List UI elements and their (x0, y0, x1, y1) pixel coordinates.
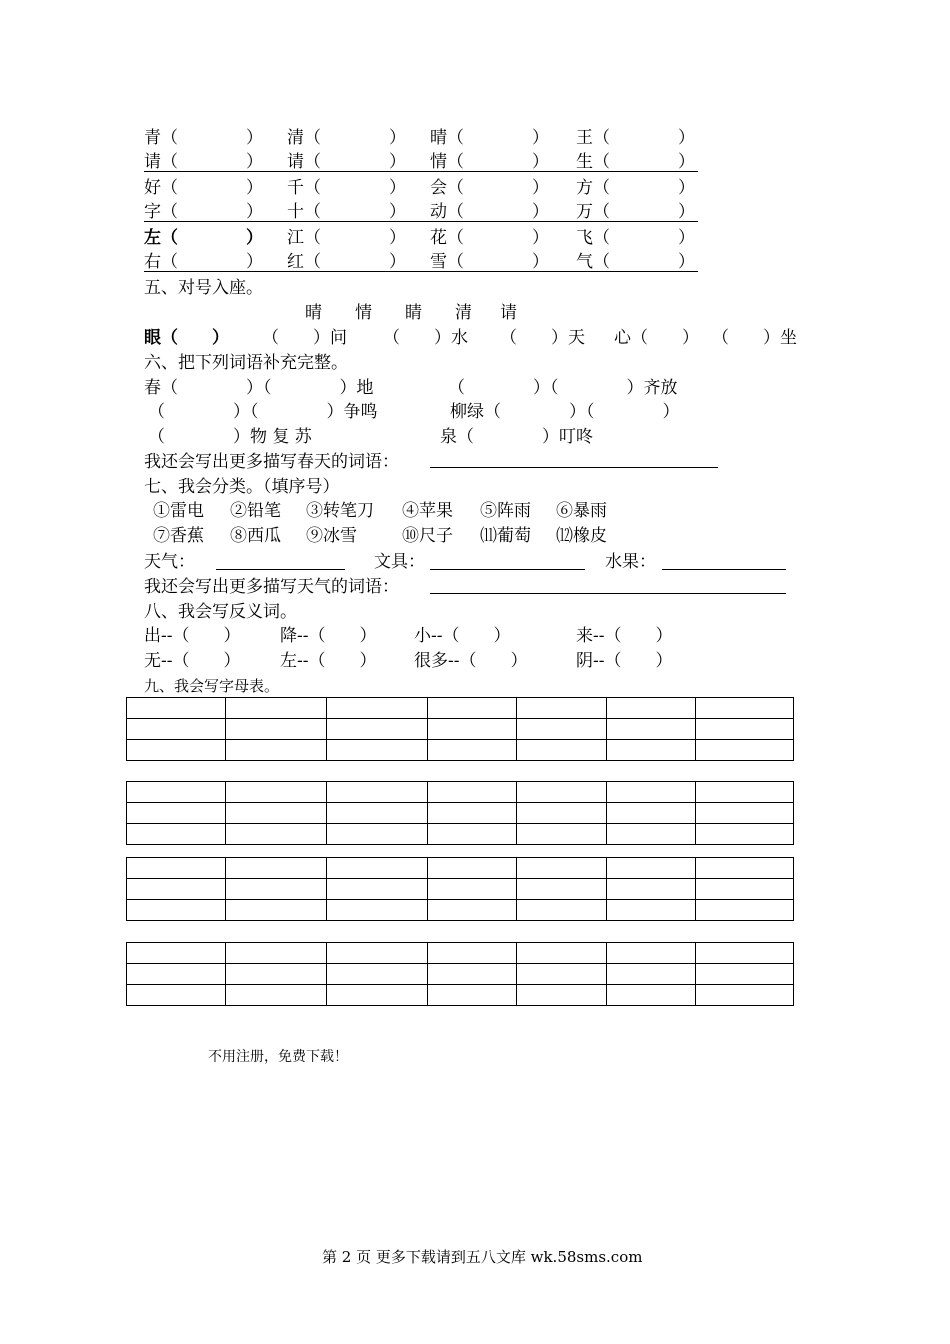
page-footer: 第 2 页 更多下载请到五八文库 wk.58sms.com (322, 1248, 643, 1266)
row-1-cell-2: 清（ ） (287, 128, 406, 148)
category-fruit-label: 水果： (605, 552, 656, 572)
row-3-cell-3: 会（ ） (430, 178, 549, 198)
idiom-1: 春（ ）（ ）地 (144, 378, 374, 398)
idiom-6: 泉（ ）叮咚 (440, 427, 593, 447)
item-5: ⑤阵雨 (480, 501, 531, 521)
section-5-title: 五、对号入座。 (144, 278, 263, 298)
row-4-cell-4: 万（ ） (576, 202, 695, 222)
blank-item-4: （ ）天 (500, 328, 585, 348)
item-1: ①雷电 (153, 501, 204, 521)
row-4-cell-3: 动（ ） (430, 202, 549, 222)
category-stationery-line[interactable] (430, 569, 585, 570)
row-5-cell-4: 飞（ ） (576, 228, 695, 248)
antonym-7: 很多--（ ） (414, 651, 528, 671)
row-3-cell-2: 千（ ） (287, 178, 406, 198)
option-5: 请 (500, 303, 517, 323)
divider-2 (144, 221, 698, 222)
category-weather-label: 天气： (144, 552, 195, 572)
item-2: ②铅笔 (230, 501, 281, 521)
item-3: ③转笔刀 (306, 501, 374, 521)
row-2-cell-4: 生（ ） (576, 152, 695, 172)
category-weather-line[interactable] (216, 569, 345, 570)
row-1-cell-1: 青（ ） (144, 128, 263, 148)
section-7-title: 七、我会分类。（填序号） (144, 477, 340, 497)
section-9-title: 九、我会写字母表。 (144, 677, 280, 695)
row-2-cell-3: 情（ ） (430, 152, 549, 172)
blank-item-3: （ ）水 (383, 328, 468, 348)
idiom-4: 柳绿（ ）（ ） (450, 402, 680, 422)
item-7: ⑦香蕉 (153, 526, 204, 546)
weather-words-prompt: 我还会写出更多描写天气的词语： (144, 577, 399, 597)
category-fruit-line[interactable] (662, 569, 786, 570)
row-3-cell-4: 方（ ） (576, 178, 695, 198)
blank-item-1: 眼（ ） (144, 328, 229, 348)
blank-item-2: （ ）问 (262, 328, 347, 348)
option-1: 晴 (305, 303, 322, 323)
item-6: ⑥暴雨 (556, 501, 607, 521)
row-4-cell-2: 十（ ） (287, 202, 406, 222)
blank-item-6: （ ）坐 (712, 328, 797, 348)
antonym-5: 无--（ ） (144, 651, 241, 671)
row-6-cell-2: 红（ ） (287, 252, 406, 272)
row-2-cell-1: 请（ ） (144, 152, 263, 172)
antonym-2: 降--（ ） (280, 626, 377, 646)
row-2-cell-2: 请（ ） (287, 152, 406, 172)
spring-words-prompt: 我还会写出更多描写春天的词语： (144, 452, 399, 472)
antonym-1: 出--（ ） (144, 626, 241, 646)
row-6-cell-3: 雪（ ） (430, 252, 549, 272)
row-5-cell-2: 江（ ） (287, 228, 406, 248)
item-4: ④苹果 (402, 501, 453, 521)
antonym-3: 小--（ ） (414, 626, 511, 646)
row-6-cell-4: 气（ ） (576, 252, 695, 272)
idiom-2: （ ）（ ）齐放 (448, 378, 678, 398)
divider-3 (144, 271, 698, 272)
antonym-8: 阴--（ ） (576, 651, 673, 671)
row-5-cell-3: 花（ ） (430, 228, 549, 248)
option-4: 清 (455, 303, 472, 323)
free-download-note: 不用注册，免费下载！ (208, 1049, 348, 1065)
spring-words-answer-line[interactable] (430, 467, 718, 468)
section-6-title: 六、把下列词语补充完整。 (144, 353, 348, 373)
option-2: 情 (355, 303, 372, 323)
idiom-3: （ ）（ ）争鸣 (148, 402, 378, 422)
row-4-cell-1: 字（ ） (144, 202, 263, 222)
row-1-cell-3: 晴（ ） (430, 128, 549, 148)
item-8: ⑧西瓜 (230, 526, 281, 546)
row-3-cell-1: 好（ ） (144, 178, 263, 198)
item-10: ⑩尺子 (402, 526, 453, 546)
item-12: ⑿橡皮 (556, 526, 607, 546)
writing-grid-1[interactable] (126, 697, 794, 761)
row-6-cell-1: 右（ ） (144, 252, 263, 272)
antonym-4: 来--（ ） (576, 626, 673, 646)
row-1-cell-4: 王（ ） (576, 128, 695, 148)
writing-grid-4[interactable] (126, 942, 794, 1006)
weather-words-answer-line[interactable] (430, 593, 786, 594)
idiom-5: （ ）物 复 苏 (148, 427, 312, 447)
divider-1 (144, 171, 698, 172)
blank-item-5: 心（ ） (614, 328, 699, 348)
row-5-cell-1: 左（ ） (144, 228, 263, 248)
item-9: ⑨冰雪 (306, 526, 357, 546)
section-8-title: 八、我会写反义词。 (144, 602, 297, 622)
item-11: ⑾葡萄 (480, 526, 531, 546)
antonym-6: 左--（ ） (280, 651, 377, 671)
writing-grid-2[interactable] (126, 781, 794, 845)
category-stationery-label: 文具： (374, 552, 425, 572)
option-3: 睛 (405, 303, 422, 323)
writing-grid-3[interactable] (126, 857, 794, 921)
